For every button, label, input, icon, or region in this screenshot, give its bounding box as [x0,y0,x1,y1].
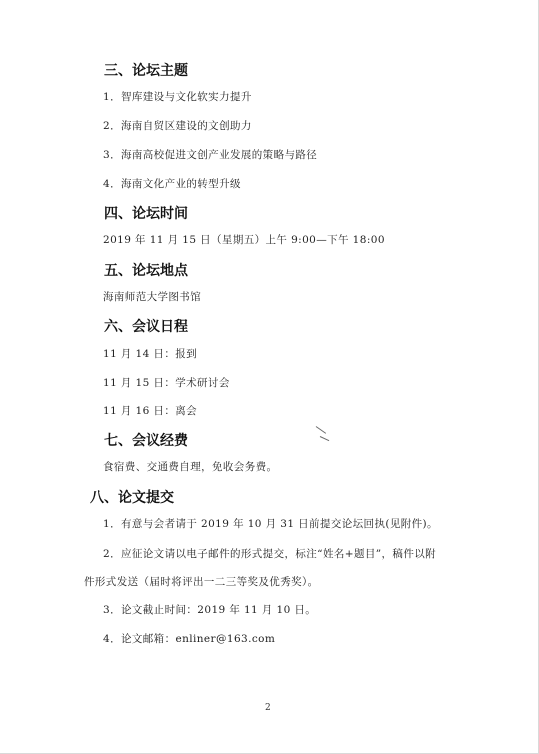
section-heading-time: 四、论坛时间 [104,206,188,222]
paper-item-1: 1．有意与会者请于 2019 年 10 月 31 日前提交论坛回执(见附件)。 [103,518,438,530]
fees-text: 食宿费、交通费自理，免收会务费。 [103,461,278,473]
section-heading-papers: 八、论文提交 [90,490,174,506]
theme-item-3: 3．海南高校促进文创产业发展的策略与路径 [103,149,318,161]
forum-venue-text: 海南师范大学图书馆 [103,291,202,303]
theme-item-4: 4．海南文化产业的转型升级 [103,178,241,190]
section-heading-schedule: 六、会议日程 [104,319,188,335]
section-heading-fees: 七、会议经费 [104,433,188,449]
theme-item-1: 1．智库建设与文化软实力提升 [103,91,252,103]
scan-speck [320,436,329,441]
section-heading-themes: 三、论坛主题 [104,63,188,79]
scan-speck [316,426,326,434]
theme-item-2: 2．海南自贸区建设的文创助力 [103,120,252,132]
schedule-item-3: 11 月 16 日：离会 [103,405,198,417]
paper-item-2-line-2: 件形式发送（届时将评出一二三等奖及优秀奖）。 [84,576,319,588]
paper-item-3: 3．论文截止时间：2019 年 11 月 10 日。 [103,604,317,616]
schedule-item-1: 11 月 14 日：报到 [103,348,198,360]
paper-item-2-line-1: 2．应征论文请以电子邮件的形式提交，标注“姓名+题目”，稿件以附 [103,548,437,560]
forum-time-text: 2019 年 11 月 15 日（星期五）上午 9:00—下午 18:00 [103,234,385,246]
section-heading-venue: 五、论坛地点 [104,263,188,279]
paper-item-4: 4．论文邮箱：enliner@163.com [103,633,276,645]
page-number: 2 [265,703,271,713]
schedule-item-2: 11 月 15 日：学术研讨会 [103,377,230,389]
